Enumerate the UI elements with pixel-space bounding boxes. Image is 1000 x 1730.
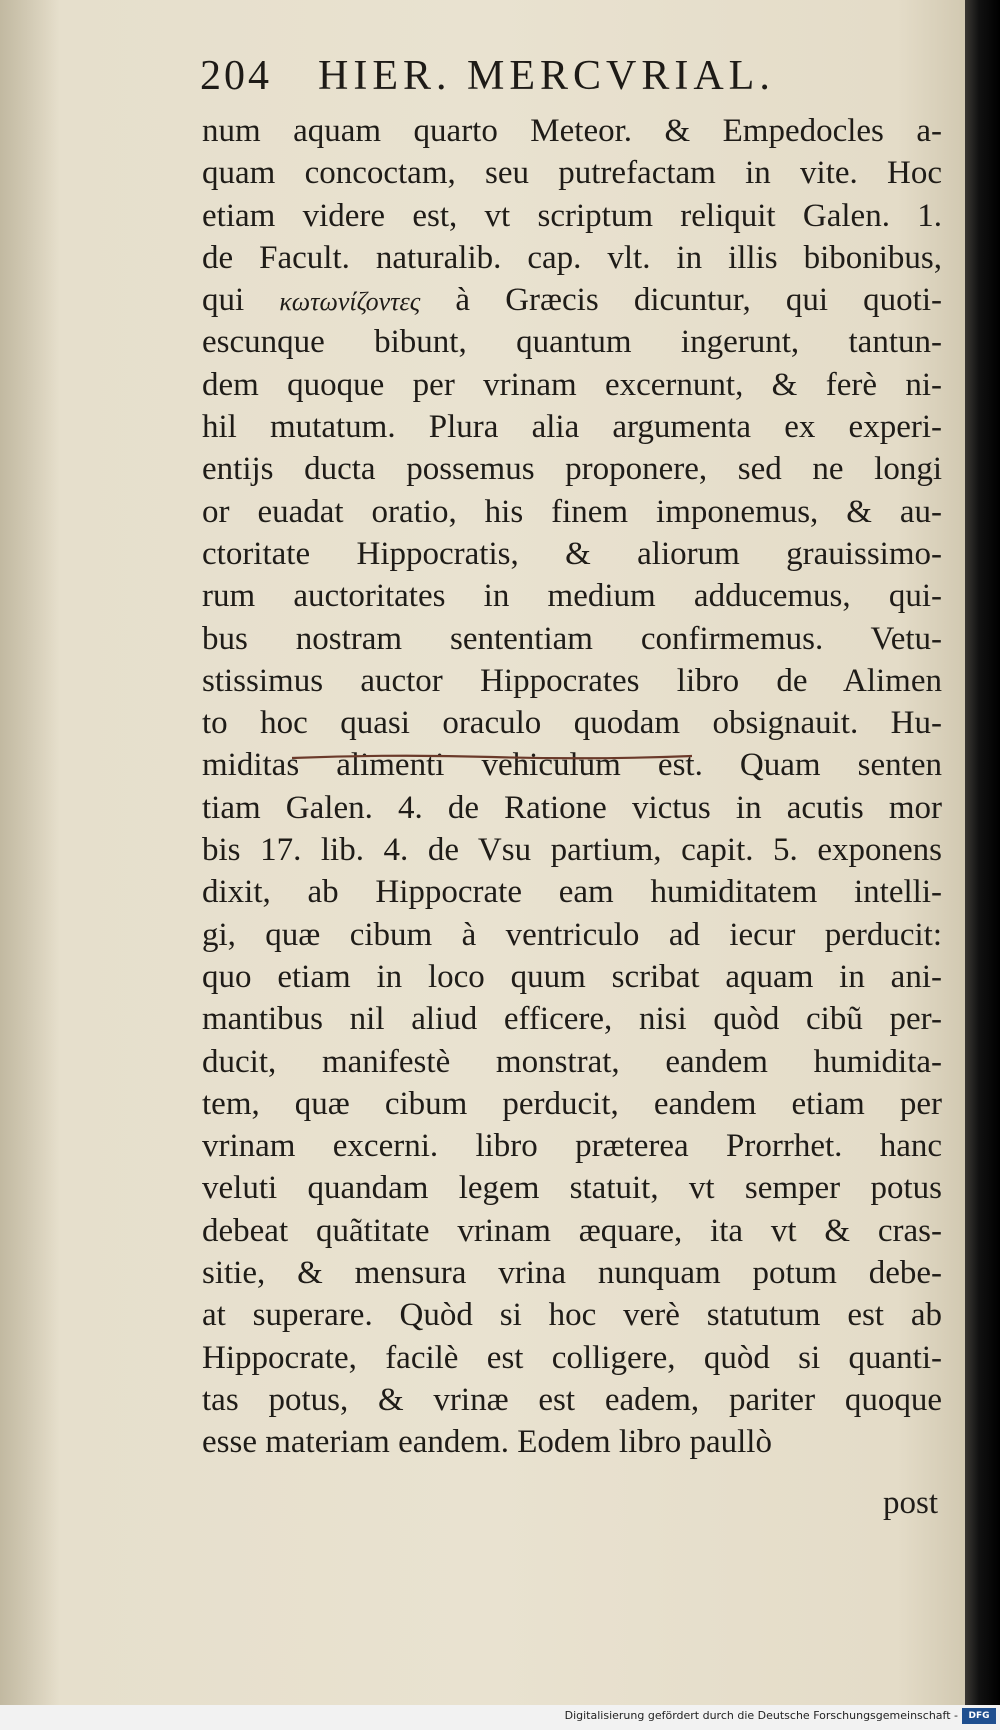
text-line: quo etiam in loco quum scribat aquam in ani- [202, 958, 942, 995]
body-text [202, 110, 942, 1464]
text-line: quam concoctam, seu putrefactam in vite. Hoc [202, 155, 942, 192]
line-rest: à Græcis dicuntur, qui quoti- [420, 282, 942, 319]
dfg-logo: DFG [962, 1708, 996, 1724]
text-line: stissimus auctor Hippocrates libro de Alimen [202, 662, 942, 699]
text-line: hil mutatum. Plura alia argumenta ex experi- [202, 409, 942, 446]
text-line: debeat quãtitate vrinam æquare, ita vt & cras- [202, 1212, 942, 1249]
text-line: tas potus, & vrinæ est eadem, pariter quoque [202, 1381, 942, 1418]
text-line: at superare. Quòd si hoc verè statutum est ab [202, 1297, 942, 1334]
text-line [202, 279, 942, 321]
text-line: vrinam excerni. libro præterea Prorrhet. hanc [202, 1128, 942, 1165]
text-line: to hoc quasi oraculo quodam obsignauit. Hu- [202, 705, 942, 742]
text-line: gi, quæ cibum à ventriculo ad iecur perducit: [202, 916, 942, 953]
text-line: de Facult. naturalib. cap. vlt. in illis bibonibus, [202, 239, 942, 276]
text-line: tem, quæ cibum perducit, eandem etiam per [202, 1085, 942, 1122]
text-line: mantibus nil aliud efficere, nisi quòd cibũ per- [202, 1001, 942, 1038]
text-line: tiam Galen. 4. de Ratione victus in acutis mor [202, 789, 942, 826]
text-line: ducit, manifestè monstrat, eandem humidita- [202, 1043, 942, 1080]
text-line: dixit, ab Hippocrate eam humiditatem intelli- [202, 874, 942, 911]
text-line: dem quoque per vrinam excernunt, & ferè ni- [202, 366, 942, 403]
greek-word: κωτωνίζοντες [279, 287, 421, 317]
page-header [200, 52, 940, 112]
text-line: Hippocrate, facilè est colligere, quòd si quanti- [202, 1339, 942, 1376]
handwritten-underline [292, 752, 692, 762]
text-line: bis 17. lib. 4. de Vsu partium, capit. 5. exponens [202, 832, 942, 869]
text-line: esse materiam eandem. Eodem libro paullò [202, 1424, 772, 1461]
page-number: 204 [200, 53, 272, 99]
running-head: HIER. MERCVRIAL. [318, 53, 775, 99]
line-start: qui [202, 282, 245, 319]
text-line: escunque bibunt, quantum ingerunt, tantun- [202, 324, 942, 361]
catchword: post [882, 1485, 938, 1521]
text-line: sitie, & mensura vrina nunquam potum debe- [202, 1255, 942, 1292]
book-spine-shadow [965, 0, 1000, 1705]
text-line: or euadat oratio, his finem imponemus, & au- [202, 493, 942, 530]
digitization-credit: Digitalisierung gefördert durch die Deutsche Forschungsgemeinschaft - [564, 1709, 958, 1722]
text-line: bus nostram sententiam confirmemus. Vetu- [202, 620, 942, 657]
text-line: etiam videre est, vt scriptum reliquit Galen. 1. [202, 197, 942, 234]
text-line: entijs ducta possemus proponere, sed ne longi [202, 451, 942, 488]
text-line: veluti quandam legem statuit, vt semper potus [202, 1170, 942, 1207]
page-edge-shading [0, 0, 60, 1705]
text-line: ctoritate Hippocratis, & aliorum grauissimo- [202, 535, 942, 572]
text-line: num aquam quarto Meteor. & Empedocles a- [202, 113, 942, 149]
text-line: rum auctoritates in medium adducemus, qui- [202, 578, 942, 615]
text-line: miditas alimenti vehiculum est. Quam senten [202, 747, 942, 784]
